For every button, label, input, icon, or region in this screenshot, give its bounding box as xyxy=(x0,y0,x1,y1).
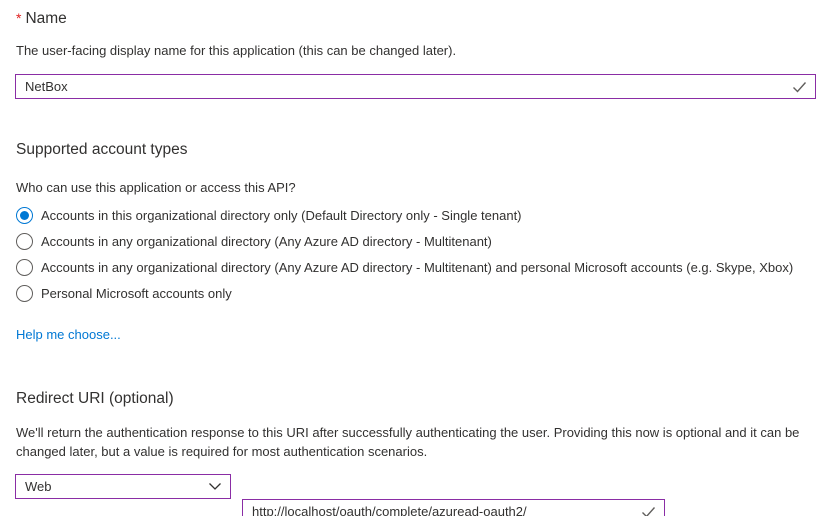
redirect-uri-heading: Redirect URI (optional) xyxy=(16,390,174,407)
platform-select-value: Web xyxy=(25,479,52,494)
chevron-down-icon xyxy=(208,482,222,491)
redirect-uri-input-field xyxy=(242,499,665,516)
name-field-label-text: Name xyxy=(25,10,67,27)
radio-option-label: Accounts in any organizational directory (Any Azure AD directory - Multitenant) xyxy=(41,233,492,249)
radio-unselected-icon[interactable] xyxy=(16,233,33,250)
radio-unselected-icon[interactable] xyxy=(16,259,33,276)
help-me-choose-link[interactable]: Help me choose... xyxy=(16,327,121,342)
name-input[interactable] xyxy=(16,75,815,98)
radio-selected-icon[interactable] xyxy=(16,207,33,224)
radio-option-multitenant[interactable] xyxy=(16,230,492,252)
radio-option-single-tenant[interactable] xyxy=(16,204,522,226)
supported-account-types-heading: Supported account types xyxy=(16,141,188,158)
radio-unselected-icon[interactable] xyxy=(16,285,33,302)
account-types-question: Who can use this application or access this API? xyxy=(16,180,296,195)
redirect-uri-description: We'll return the authentication response to this URI after successfully authenticating the user. Providing this now is optional and it can be changed later, but a value is required for most authentication scenarios. xyxy=(16,425,800,459)
name-field-label xyxy=(16,10,67,28)
radio-option-multitenant-personal[interactable] xyxy=(16,256,793,278)
name-field-description: The user-facing display name for this application (this can be changed later). xyxy=(16,43,457,58)
radio-option-personal-only[interactable] xyxy=(16,282,232,304)
radio-option-label: Personal Microsoft accounts only xyxy=(41,285,232,301)
required-asterisk: * xyxy=(16,10,22,26)
redirect-uri-input[interactable] xyxy=(243,500,664,516)
radio-option-label: Accounts in this organizational directory only (Default Directory only - Single tenant) xyxy=(41,207,522,223)
radio-option-label: Accounts in any organizational directory (Any Azure AD directory - Multitenant) and personal Microsoft accounts (e.g. Skype, Xbox) xyxy=(41,259,794,275)
platform-select[interactable] xyxy=(15,474,231,499)
name-input-field xyxy=(15,74,816,99)
